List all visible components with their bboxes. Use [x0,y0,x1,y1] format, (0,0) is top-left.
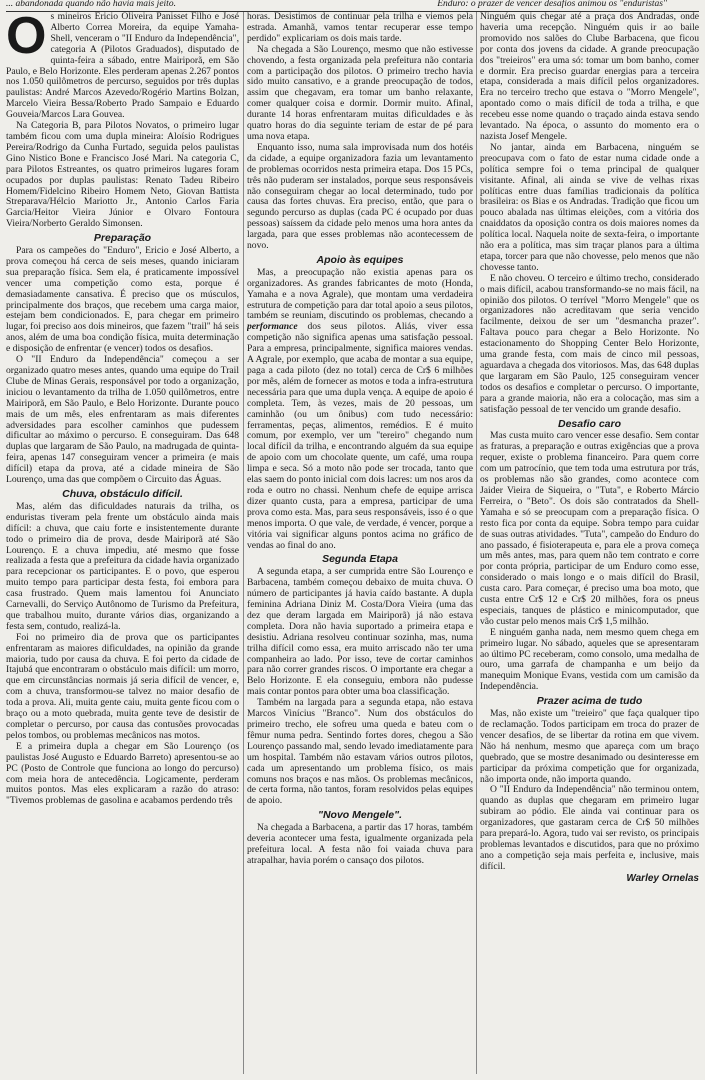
paragraph: Enquanto isso, numa sala improvisada num dos hotéis da cidade, a equipe organizadora fazia um levantamento de problemas ocorridos nesta primeira etapa. Dos 15 PCs, três não puderam ser instalados, porque seus responsáveis não conseguiram chegar ao local determinado, tudo por causa das fortes chuvas. Era preciso, então, que para o segundo percurso as duplas (cada PC é ocupado por duas pessoas) saíssem da cidade pelo menos uma hora antes da largada, para que esses problemas não acontecessem de novo. [247,141,473,252]
text-run: dos seus pilotos. Aliás, viver essa competição não significa apenas uma satisfação pessoal. Para a empresa, principalmente, significa maiores vendas. A Agrale, por exemplo, que acaba de montar a sua equipe, paga a cada piloto (dez no total) cerca de Cr$ 6 milhões por mês, além de fornecer as motos e toda a infra-estrutura necessária para que uma dupla vença. A equipe de apoio é completa. Tem, às vezes, mais de 20 pessoas, um caminhão (ou um ônibus) com tudo necessário: ferramentas, peças, alimentos, remédios. E é muito comum, por exemplo, ver um "tereiro" chegando num local difícil da trilha, e encontrando alguém da sua equipe de apoio com um chocolate quente, um café, uma roupa limpa e seca. Só a moto não pode ser trocada, tanto que elas saem do ponto inicial com dois lacres: um nos aros da roda e outro no chassi. Nenhum chefe de equipe arrisca dizer quanto custa, para a empresa, participar de uma prova como esta. Mas, para seus responsáveis, isso é o que menos importa. O que vale, de verdade, é vencer, porque a vitória vai significar alguns pontos acima no gráfico de vendas ao final do ano. [247,321,473,551]
paragraph: E a primeira dupla a chegar em São Lourenço (os paulistas José Augusto e Eduardo Barreto) apresentou-se ao PC (Posto de Controle que funciona ao longo do percurso) com meia hora de antecedência. Logicamente, perderam muitos pontos. Mas eles explicaram a razão do atraso: "Tivemos problemas de gasolina e acabamos perdendo três [6,740,239,807]
author-signature: Warley Ornelas [626,872,699,884]
header-left-caption: ... abandonada quando não havia mais jeito. [6,0,176,9]
paragraph: Mas, além das dificuldades naturais da trilha, os enduristas tiveram pela frente um obstáculo ainda mais difícil: a chuva, que caiu forte e insistentemente durante todo o primeiro dia de prova, desde Mairiporã até São Lourenço. E a chuva impediu, até mesmo que fosse realizada a festa que a prefeitura da cidade havia organizado para recepcionar os participantes. E o povo, que esperou muito tempo para participar desta festa, foi embora para casa frustrado. Quem mais lamentou foi Anunciato Carnevalli, do Serviço Autônomo de Turismo da Prefeitura, que trabalhou muito, durante vários dias, organizando a festa sem, contudo, realizá-la. [6,500,239,632]
header-right-caption: Enduro: o prazer de vencer desafios animou os "enduristas" [437,0,667,9]
paragraph: Na Categoria B, para Pilotos Novatos, o primeiro lugar também ficou com uma dupla mineira: Aloísio Rodrigues Pereira/Rodrigo da Cunha Furtado, seguida pelos paulistas Gino Nistico Bone e Francisco José Mari. Na categoria C, para Pilotos Estreantes, os quatro primeiros lugares foram ocupados por duplas paulistas: Renato Tadeu Ribeiro Homem/Fidelcino Ribeiro Homem Neto, Giovan Battista Streparava/Hélcio Mariotto Jr., Antonio Carlos Faria Garcia/Heitor Vieira Júnior e Olvaro Fontoura Vieira/Norberto Geraldo Simonsen. [6,120,239,230]
paragraph: E não choveu. O terceiro e último trecho, considerado o mais difícil, acabou transformando-se no mais fácil, na opinião dos pilotos. O terrível "Morro Mengele" que os organizadores não acreditavam que seria vencido facilmente, deixou de ser um "desmancha prazer". Faltava pouco para chegar a Belo Horizonte. No estacionamento do Shopping Center Belo Horizonte, uma grande festa, com mais de cinco mil pessoas, aguardava a chegada dos vitoriosos. Mas, das 648 duplas que largaram em São Paulo, 125 conseguiram vencer todos os desafios e completar o percurso. O importante, para a grande maioria, não era a colocação, mas sim a satisfação pessoal de ter vencido um grande desafio. [480,272,699,415]
paragraph: horas. Desistimos de continuar pela trilha e viemos pela estrada. Amanhã, vamos tentar recuperar esse tempo perdido" explicariam os dois mais tarde. [247,12,473,44]
paragraph: Foi no primeiro dia de prova que os participantes enfrentaram as maiores dificuldades, na opinião da grande maioria, tudo por causa da chuva. E foi perto da cidade de Itajubá que encontraram o obstáculo mais difícil: um morro, que em circunstâncias normais já seria difícil de vencer, e, com a chuva, transformou-se talvez no maior desafio de toda a prova. Ali, muita gente caiu, muita gente ficou com o braço ou a moto quebrada, muita gente teve de desistir de completar o percurso, por causa das contusões provocadas pelos tombos, ou problemas mecânicos nas motos. [6,631,239,741]
paragraph: Ninguém quis chegar até a praça dos Andradas, onde haveria uma recepção. Ninguém quis ir ao baile promovido nos salões do Clube Barbacena, que ficou por conta dos jovens da cidade. A grande preocupação dos "treieiros" era uma só: tomar um bom banho, comer e dormir. Era preciso guardar energias para a terceira etapa, considerada a mais difícil pelos organizadores. Era no terceiro trecho que estava o "Morro Mengele", apontado como o mais difícil de toda a trilha, e que recebeu esse nome quando o traçado ainda estava sendo levantado. Na época, o assunto do momento era o nazista Josef Mengele. [480,12,699,142]
paragraph: A segunda etapa, a ser cumprida entre São Lourenço e Barbacena, também começou debaixo de muita chuva. O número de participantes já havia caído bastante. A dupla feminina Adriana Diniz M. Costa/Dora Vieira (uma das dez que deram largada em Mairiporã) já não estava completa. Dora não havia suportado a primeira etapa e desistiu. Adriana resolveu continuar sozinha, mas, numa trilha difícil como essa, era muito arriscado não ter uma companheira ao lado. Por isso, teve de cortar caminhos para não correr grandes riscos. O importante era chegar a Belo Horizonte. E ela conseguiu, embora não pudesse mais contar pontos para obter uma boa classificação. [247,566,473,698]
subheading-chuva: Chuva, obstáculo difícil. [62,487,183,500]
emphasis-performance: performance [247,321,298,333]
subheading-novo-mengele: "Novo Mengele". [317,809,403,822]
article-column-1 [6,12,239,1076]
paragraph: Na chegada a São Lourenço, mesmo que não estivesse chovendo, a festa organizada pela prefeitura não contaria com a participação dos pilotos. O primeiro trecho havia sido muito cansativo, e a grande preocupação de todos, assim que chegavam, era tomar um banho relaxante, comer qualquer coisa e dormir. Dormir muito. Afinal, durante 14 horas enfrentaram muitas dificuldades e às quatro horas do dia seguinte teriam de estar de pé para uma nova etapa. [247,43,473,142]
paragraph: Mas custa muito caro vencer esse desafio. Sem contar as fraturas, a preparação e outras exigências que a prova requer, existe o problema financeiro. Para quem corre com um patrocínio, que tem toda uma estrutura por trás, os problemas não são grandes, como acontece com Jaider Vieira de Siqueira, o "Tuta", e Roberto Márcio Ferreira, o "Beto". Os dois são contratados da Shell-Yamaha e só se preocupam com a preparação física. O resto fica por conta da equipe. Sobra tempo para cuidar de suas outras atividades. "Tuta", campeão do Enduro do ano passado, é fisioterapeuta e, para ele a prova começa um mês antes, mas, para quem não tem contrato e corre por conta própria, participar de um Enduro como esse, considerado o mais longo e o mais difícil do Brasil, custa caro. Para começar, é preciso uma boa moto, que custa entre Cr$ 12 e Cr$ 20 milhões, fora os pneus especiais, tanques de plástico e minicomputador, que vão custar pelo menos mais Cr$ 1,5 milhão. [480,430,699,627]
paragraph [247,268,473,552]
article-column-3 [480,12,699,1076]
page-header [0,0,705,12]
column-divider [243,12,244,1074]
subheading-preparacao: Preparação [93,232,152,245]
paragraph: E ninguém ganha nada, nem mesmo quem chega em primeiro lugar. No sábado, aqueles que se apresentaram ao último PC receberam, como consolo, uma medalha de ouro, uma garrafa de champanha e um beijo da manequim Monique Evans, vestida com um camisão da Independência. [480,626,699,693]
drop-cap: O [6,12,47,65]
article-column-2 [247,12,473,1076]
subheading-apoio: Apoio às equipes [316,253,404,266]
paragraph: Na chegada a Barbacena, a partir das 17 horas, também deveria acontecer uma festa, igualmente organizada pela prefeitura local. A festa não foi vaiada chuva para atrapalhar, havia porém o cansaço dos pilotos. [247,822,473,866]
paragraph: Mas, não existe um "treieiro" que faça qualquer tipo de reclamação. Todos participam em troca do prazer de vencer desafios, de se libertar da rotina em que vivem. Não há nenhum, mesmo que apareça com um braço quebrado, que se mostre desanimado ou desinteresse em participar da próxima competição que for organizada, não importa onde, não importa quando. [480,708,699,785]
subheading-prazer: Prazer acima de tudo [536,695,643,708]
paragraph: O "II Enduro da Independência" começou a ser organizado quatro meses antes, quando uma equipe do Trail Clube de Minas Gerais, responsável por todo a organização, iniciou o levantamento da trilha de 1.050 quilômetros, entre Mairiporã, em São Paulo, e Belo Horizonte. Durante pouco mais de um mês, eles enfrentaram as mais diferentes adversidades para escolher caminhos que pudessem dificultar ao máximo o percurso. E conseguiram. Das 648 duplas que largaram de São Paulo, na madrugada de quinta-feira, apenas 147 conseguiram vencer a primeira (e mais difícil) etapa da prova, até a cidade mineira de São Lourenço, uma das que compõem o Circuito das Águas. [6,354,239,486]
paragraph: No jantar, ainda em Barbacena, ninguém se preocupava com o fato de estar numa cidade onde a política sempre foi o tema principal de qualquer visitante. Afinal, ali ainda se vive de velhas rixas políticas entre duas famílias tradicionais da política brasileira: os Bias e os Andradas. Tradição que ficou um pouco abalada nas últimas eleições, com a vitória dos cnaiddatos da oposição contra os dois maiores nomes da política local. Naquela noite de sexta-feira, o importante não era a política, mas sim traçar planos para a última etapa, torcer para que não chovesse, pelo menos que não chovesse tanto. [480,141,699,273]
subheading-segunda-etapa: Segunda Etapa [322,553,398,566]
paragraph: Para os campeões do "Enduro", Ericio e José Alberto, a prova começou há cerca de seis meses, quando iniciaram sua preparação física. Sem ela, é praticamente impossível vencer uma competição como esta, porque é demasiadamente cansativa. É preciso que os músculos, principalmente dos braços, que recebem uma carga maior, estejam bem condicionados. E, para chegar em primeiro lugar, foi preciso aos dois mineiros, que fazem "trail" há seis anos, além de uma boa condição física, muita determinação e disposição de enfrentar (e vencer) todos os desafios. [6,245,239,355]
column-divider [476,12,477,1074]
paragraph: s mineiros Ericio Oliveira Panisset Filho e José Alberto Correa Moreira, da equipe Yamaha-Shell, venceram o "II Enduro da Independência", categoria A (Pilotos Graduados), disputado de quinta-feira a sábado, entre Mairiporã, em São Paulo, e Belo Horizonte. Eles perderam apenas 2.267 pontos nos 1.050 quilômetros de percurso, seguidos por três duplas paulistas: André Marcos Azevedo/Rogério Martins Bolzan, Marcelo Vieira Bessa/Roberto Prado Sampaio e Eduardo Gouveia/Marcos Lara Gouvea. [6,12,239,121]
subheading-desafio-caro: Desafio caro [557,417,622,430]
text-run: Mas, a preocupação não existia apenas para os organizadores. As grandes fabricantes de moto (Honda, Yamaha e a nova Agrale), que montam uma verdadeira estrutura de competição para dar total apoio a seus pilotos, também se reuniam, discutindo os problemas, checando a [247,266,473,322]
paragraph: O "II Enduro da Independência" não terminou ontem, quando as duplas que chegaram em primeiro lugar subiram ao pódio. Ele ainda vai continuar para os organizadores, que gastaram cerca de Cr$ 50 milhões para prepará-lo. Agora, tudo vai ser revisto, os principais problemas levantados e discutidos, para que no próximo ano a competição seja mais perfeita e, inclusive, mais difícil. [480,784,699,872]
paragraph: Também na largada para a segunda etapa, não estava Marcos Vinícius "Branco". Num dos obstáculos do primeiro trecho, ele sofreu uma queda e bateu com o fêmur numa pedra. Sentindo fortes dores, chegou a São Lourenço passando mal, sendo levado imediatamente para um hospital. Também não estavam vários outros pilotos, cada um apresentando um problema físico, os mais comuns nos braços e nas mãos. Os problemas mecânicos, de certa forma, não tantos, foram resolvidos pelas equipes de apoio. [247,697,473,807]
